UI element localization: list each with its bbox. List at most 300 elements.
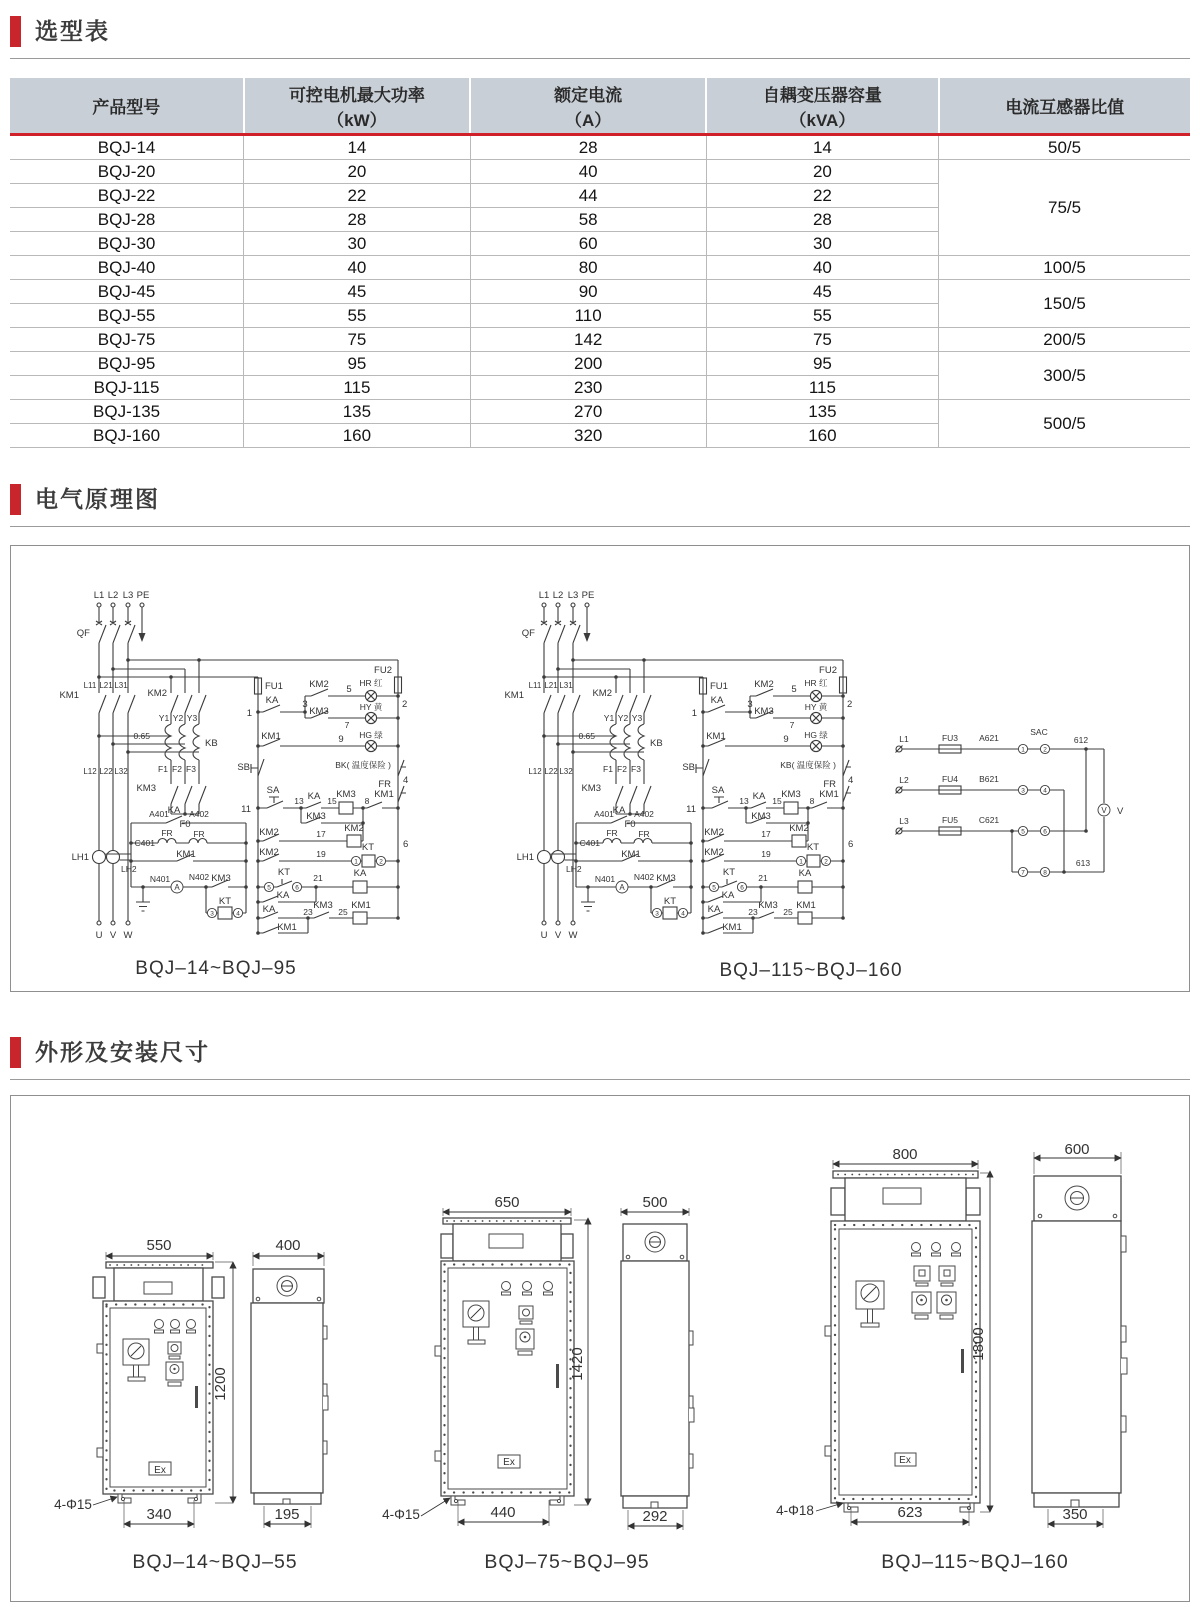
label: L21 <box>99 681 113 690</box>
label: QF <box>76 628 90 639</box>
label: 6 <box>1043 828 1047 836</box>
label: 8 <box>364 796 370 806</box>
label: 3 <box>655 910 659 918</box>
label: 5 <box>1021 828 1025 836</box>
label: L3 <box>567 590 579 601</box>
table-header-row <box>10 78 1190 135</box>
label: 400 <box>275 1237 301 1254</box>
cell-model: BQJ-22 <box>10 184 244 208</box>
label: 6 <box>740 884 744 892</box>
section-marker <box>10 16 21 47</box>
label: 292 <box>642 1508 668 1525</box>
label: N401 <box>149 874 171 884</box>
label: KA <box>167 805 181 816</box>
cell-current: 80 <box>470 256 706 280</box>
label: KM2 <box>754 679 774 690</box>
label: 0.65 <box>133 731 150 741</box>
cell-current: 28 <box>470 135 706 160</box>
section-header-schematic <box>10 484 1190 527</box>
label: Ex <box>503 1457 515 1468</box>
cell-capacity: 160 <box>706 424 938 448</box>
label: 5 <box>712 884 716 892</box>
cell-model: BQJ-40 <box>10 256 244 280</box>
label: 4 <box>403 775 409 786</box>
label: 1 <box>1021 746 1025 754</box>
label: KT <box>218 896 232 907</box>
label: KM1 <box>796 900 816 911</box>
label: 8 <box>809 796 815 806</box>
cell-capacity: 40 <box>706 256 938 280</box>
label: A621 <box>979 733 999 743</box>
cell-power: 55 <box>244 304 471 328</box>
label: N402 <box>633 872 655 882</box>
cell-current: 58 <box>470 208 706 232</box>
label: 0.65 <box>578 731 595 741</box>
label: KA <box>265 695 279 706</box>
label: 1200 <box>212 1367 229 1401</box>
caption: BQJ–115~BQJ–160 <box>719 960 903 981</box>
cell-power: 30 <box>244 232 471 256</box>
label: LH2 <box>566 864 582 874</box>
cell-current: 270 <box>470 400 706 424</box>
label: FU1 <box>710 681 728 692</box>
section-marker <box>10 484 21 515</box>
label: 4 <box>848 775 854 786</box>
label: KM3 <box>581 783 601 794</box>
label: L2 <box>899 775 909 785</box>
label: KM1 <box>59 690 79 701</box>
label: PE <box>581 590 595 601</box>
label: 23 <box>748 907 758 917</box>
label: 7 <box>789 720 795 730</box>
label: SB <box>237 762 250 773</box>
label: 1 <box>246 708 252 719</box>
label: L32 <box>114 767 128 776</box>
label: KT <box>277 867 291 878</box>
label: KA <box>276 890 290 901</box>
label: 1800 <box>970 1327 987 1361</box>
col-header-model: 产品型号 <box>10 78 244 135</box>
label: 15 <box>327 796 337 806</box>
cell-model: BQJ-30 <box>10 232 244 256</box>
label: SA <box>266 785 280 796</box>
label: C401 <box>134 838 155 848</box>
label: F1 <box>158 764 168 774</box>
cell-power: 160 <box>244 424 471 448</box>
cell-power: 45 <box>244 280 471 304</box>
table-row <box>10 280 1190 304</box>
label: L1 <box>93 590 105 601</box>
label: 13 <box>294 796 304 806</box>
label: 9 <box>338 734 344 745</box>
label: 4 <box>236 910 240 918</box>
selection-table <box>10 78 1190 448</box>
section-header-dimensions <box>10 1037 1190 1080</box>
schematic-left-labels <box>59 590 408 941</box>
label: 2 <box>1043 746 1047 754</box>
caption: BQJ–75~BQJ–95 <box>484 1551 650 1573</box>
label: 600 <box>1064 1141 1090 1158</box>
label: PE <box>136 590 150 601</box>
cell-capacity: 135 <box>706 400 938 424</box>
label: 1 <box>799 858 803 866</box>
label: C621 <box>978 815 1000 825</box>
label: KM1 <box>176 849 196 860</box>
cell-model: BQJ-20 <box>10 160 244 184</box>
cabinet-group-2 <box>421 1208 694 1530</box>
cell-capacity: 115 <box>706 376 938 400</box>
label: L3 <box>122 590 134 601</box>
label: 195 <box>274 1506 300 1523</box>
label: KM3 <box>656 873 676 884</box>
label: Y3 <box>186 713 198 723</box>
cell-capacity: 30 <box>706 232 938 256</box>
cell-model: BQJ-55 <box>10 304 244 328</box>
label: 4 <box>681 910 685 918</box>
label: 6 <box>403 839 409 850</box>
label: 2 <box>402 699 408 710</box>
section-title: 选型表 <box>35 18 110 44</box>
label: KA <box>707 904 721 915</box>
section-header-selection <box>10 16 1190 59</box>
label: KB( 温度保险 ) <box>780 760 836 770</box>
col-header-power: 可控电机最大功率 （kW） <box>244 78 471 135</box>
label: 1 <box>354 858 358 866</box>
schematic-captions <box>135 958 902 981</box>
label: LH2 <box>121 864 137 874</box>
label: A <box>619 883 625 892</box>
label: LH1 <box>71 852 89 863</box>
label: 8 <box>1043 869 1047 877</box>
cell-ct: 500/5 <box>939 400 1190 448</box>
label: A401 <box>149 809 169 819</box>
label: KM2 <box>344 823 364 834</box>
label: 3 <box>747 699 753 710</box>
label: KM1 <box>621 849 641 860</box>
label: KM1 <box>722 922 742 933</box>
label: QF <box>521 628 535 639</box>
label: BK( 温度保险 ) <box>335 760 391 770</box>
label: KM3 <box>211 873 231 884</box>
label: FR <box>161 828 173 838</box>
label: SAC <box>1030 727 1048 737</box>
label: KM3 <box>309 706 329 717</box>
label: B621 <box>979 774 999 784</box>
label: 23 <box>303 907 313 917</box>
label: KA <box>710 695 724 706</box>
cell-ct: 150/5 <box>939 280 1190 328</box>
cell-current: 200 <box>470 352 706 376</box>
cell-model: BQJ-75 <box>10 328 244 352</box>
cell-current: 320 <box>470 424 706 448</box>
label: L3 <box>899 816 909 826</box>
label: 550 <box>146 1237 172 1254</box>
dimension-drawings <box>11 1096 1189 1599</box>
label: V <box>109 930 117 941</box>
label: F3 <box>631 764 641 774</box>
label: 21 <box>758 873 768 883</box>
table-row <box>10 256 1190 280</box>
label: L21 <box>544 681 558 690</box>
label: 7 <box>344 720 350 730</box>
label: 1420 <box>569 1347 586 1381</box>
cell-power: 40 <box>244 256 471 280</box>
label: L1 <box>538 590 550 601</box>
label: Ex <box>899 1455 911 1466</box>
label: KM3 <box>754 706 774 717</box>
label: L2 <box>107 590 119 601</box>
label: FR <box>378 779 391 790</box>
label: HG 绿 <box>804 730 828 740</box>
label: KM2 <box>309 679 329 690</box>
label: KM2 <box>592 688 612 699</box>
section-title: 外形及安装尺寸 <box>35 1039 210 1065</box>
caption: BQJ–14~BQJ–55 <box>132 1551 298 1573</box>
label: L31 <box>114 681 128 690</box>
label: 612 <box>1073 735 1089 745</box>
cell-ct: 300/5 <box>939 352 1190 400</box>
table-row <box>10 160 1190 184</box>
label: L22 <box>99 767 113 776</box>
cell-current: 40 <box>470 160 706 184</box>
col-header-ct-ratio: 电流互感器比值 <box>939 78 1190 135</box>
table-row <box>10 400 1190 424</box>
label: Y1 <box>603 713 615 723</box>
label: FU3 <box>941 733 959 743</box>
label: FR <box>193 829 205 839</box>
label: 19 <box>761 849 771 859</box>
label: KM2 <box>704 847 724 858</box>
label: L11 <box>528 681 542 690</box>
electrical-schematic <box>11 546 1189 989</box>
label: KA <box>798 868 812 879</box>
label: KB <box>650 738 663 749</box>
label: F3 <box>186 764 196 774</box>
label: KM3 <box>306 811 326 822</box>
cell-capacity: 45 <box>706 280 938 304</box>
label: KA <box>262 904 276 915</box>
label: 1 <box>691 708 697 719</box>
cell-power: 14 <box>244 135 471 160</box>
label: 4-Φ15 <box>382 1507 420 1522</box>
label: L22 <box>544 767 558 776</box>
label: SA <box>711 785 725 796</box>
label: L32 <box>559 767 573 776</box>
schematic-panel <box>10 545 1190 992</box>
label: KM3 <box>781 789 801 800</box>
label: 500 <box>642 1194 668 1211</box>
label: KT <box>806 842 820 853</box>
cell-capacity: 22 <box>706 184 938 208</box>
label: 2 <box>824 858 828 866</box>
label: F2 <box>172 764 182 774</box>
label: 613 <box>1075 858 1091 868</box>
cell-model: BQJ-135 <box>10 400 244 424</box>
label: KM2 <box>259 847 279 858</box>
label: KM1 <box>819 789 839 800</box>
label: HG 绿 <box>359 730 383 740</box>
label: KA <box>353 868 367 879</box>
label: W <box>123 930 133 941</box>
cell-capacity: 20 <box>706 160 938 184</box>
cell-ct: 200/5 <box>939 328 1190 352</box>
cell-ct: 75/5 <box>939 160 1190 256</box>
label: 4 <box>1043 787 1047 795</box>
label: 25 <box>338 907 348 917</box>
label: KM1 <box>374 789 394 800</box>
label: KM2 <box>704 827 724 838</box>
label: KB <box>205 738 218 749</box>
label: KM1 <box>351 900 371 911</box>
label: A402 <box>634 809 654 819</box>
label: FR <box>606 828 618 838</box>
label: V <box>554 930 562 941</box>
label: N402 <box>188 872 210 882</box>
label: KM1 <box>277 922 297 933</box>
label: 17 <box>316 829 326 839</box>
label: Y2 <box>172 713 184 723</box>
label: KM1 <box>706 731 726 742</box>
label: KA <box>721 890 735 901</box>
label: V <box>1117 806 1124 817</box>
col-header-capacity: 自耦变压器容量 （kVA） <box>706 78 938 135</box>
table-row <box>10 328 1190 352</box>
cell-power: 135 <box>244 400 471 424</box>
label: FU1 <box>265 681 283 692</box>
label: Ex <box>154 1465 166 1476</box>
label: KM1 <box>504 690 524 701</box>
label: 9 <box>783 734 789 745</box>
label: FU2 <box>819 665 837 676</box>
schematic-right-labels <box>504 590 1124 941</box>
label: FU5 <box>941 815 959 825</box>
label: KM1 <box>261 731 281 742</box>
label: 650 <box>494 1194 520 1211</box>
caption: BQJ–115~BQJ–160 <box>881 1551 1069 1573</box>
label: KT <box>722 867 736 878</box>
cell-model: BQJ-160 <box>10 424 244 448</box>
label: 350 <box>1062 1506 1088 1523</box>
cell-ct: 100/5 <box>939 256 1190 280</box>
label: 25 <box>783 907 793 917</box>
cell-current: 142 <box>470 328 706 352</box>
label: Y2 <box>617 713 629 723</box>
section-title: 电气原理图 <box>35 486 160 512</box>
label: HR 红 <box>359 678 383 688</box>
label: 3 <box>1021 787 1025 795</box>
label: KM2 <box>789 823 809 834</box>
label: KT <box>361 842 375 853</box>
label: FR <box>638 829 650 839</box>
label: KM3 <box>758 900 778 911</box>
cabinet-group-1 <box>93 1252 328 1528</box>
label: HR 红 <box>804 678 828 688</box>
label: 19 <box>316 849 326 859</box>
cell-capacity: 28 <box>706 208 938 232</box>
cell-capacity: 95 <box>706 352 938 376</box>
label: HY 黄 <box>804 702 828 712</box>
label: FU2 <box>374 665 392 676</box>
label: 5 <box>267 884 271 892</box>
label: 15 <box>772 796 782 806</box>
label: F1 <box>603 764 613 774</box>
cell-current: 44 <box>470 184 706 208</box>
label: F2 <box>617 764 627 774</box>
label: KM3 <box>136 783 156 794</box>
label: L12 <box>528 767 542 776</box>
label: 440 <box>490 1504 516 1521</box>
label: Y1 <box>158 713 170 723</box>
label: L2 <box>552 590 564 601</box>
label: KM3 <box>336 789 356 800</box>
cell-model: BQJ-14 <box>10 135 244 160</box>
label: U <box>540 930 548 941</box>
label: L12 <box>83 767 97 776</box>
label: F0 <box>179 819 191 830</box>
cell-current: 110 <box>470 304 706 328</box>
label: 3 <box>302 699 308 710</box>
label: KA <box>307 791 321 802</box>
col-header-current: 额定电流 （A） <box>470 78 706 135</box>
label: KA <box>612 805 626 816</box>
label: 6 <box>848 839 854 850</box>
label: 7 <box>1021 869 1025 877</box>
label: FR <box>823 779 836 790</box>
dimensions-panel <box>10 1095 1190 1602</box>
cell-current: 90 <box>470 280 706 304</box>
cell-capacity: 14 <box>706 135 938 160</box>
label: SB <box>682 762 695 773</box>
label: 623 <box>897 1504 923 1521</box>
table-row <box>10 135 1190 160</box>
label: A <box>174 883 180 892</box>
label: C401 <box>579 838 600 848</box>
label: 13 <box>739 796 749 806</box>
label: KT <box>663 896 677 907</box>
cell-power: 20 <box>244 160 471 184</box>
cell-model: BQJ-95 <box>10 352 244 376</box>
label: 5 <box>346 684 352 695</box>
cell-current: 230 <box>470 376 706 400</box>
cell-current: 60 <box>470 232 706 256</box>
label: 4-Φ18 <box>776 1503 814 1518</box>
label: L31 <box>559 681 573 690</box>
label: A402 <box>189 809 209 819</box>
label: L1 <box>899 734 909 744</box>
label: LH1 <box>516 852 534 863</box>
label: KA <box>752 791 766 802</box>
label: 800 <box>892 1146 918 1163</box>
cell-model: BQJ-45 <box>10 280 244 304</box>
label: 2 <box>379 858 383 866</box>
label: Y3 <box>631 713 643 723</box>
caption: BQJ–14~BQJ–95 <box>135 958 297 979</box>
cell-ct: 50/5 <box>939 135 1190 160</box>
cell-power: 22 <box>244 184 471 208</box>
label: N401 <box>594 874 616 884</box>
label: 340 <box>146 1506 172 1523</box>
label: KM2 <box>147 688 167 699</box>
label: F0 <box>624 819 636 830</box>
label: 6 <box>295 884 299 892</box>
label: 17 <box>761 829 771 839</box>
label: 3 <box>210 910 214 918</box>
cell-power: 95 <box>244 352 471 376</box>
label: KM2 <box>259 827 279 838</box>
label: KM3 <box>751 811 771 822</box>
cell-capacity: 55 <box>706 304 938 328</box>
cell-power: 115 <box>244 376 471 400</box>
